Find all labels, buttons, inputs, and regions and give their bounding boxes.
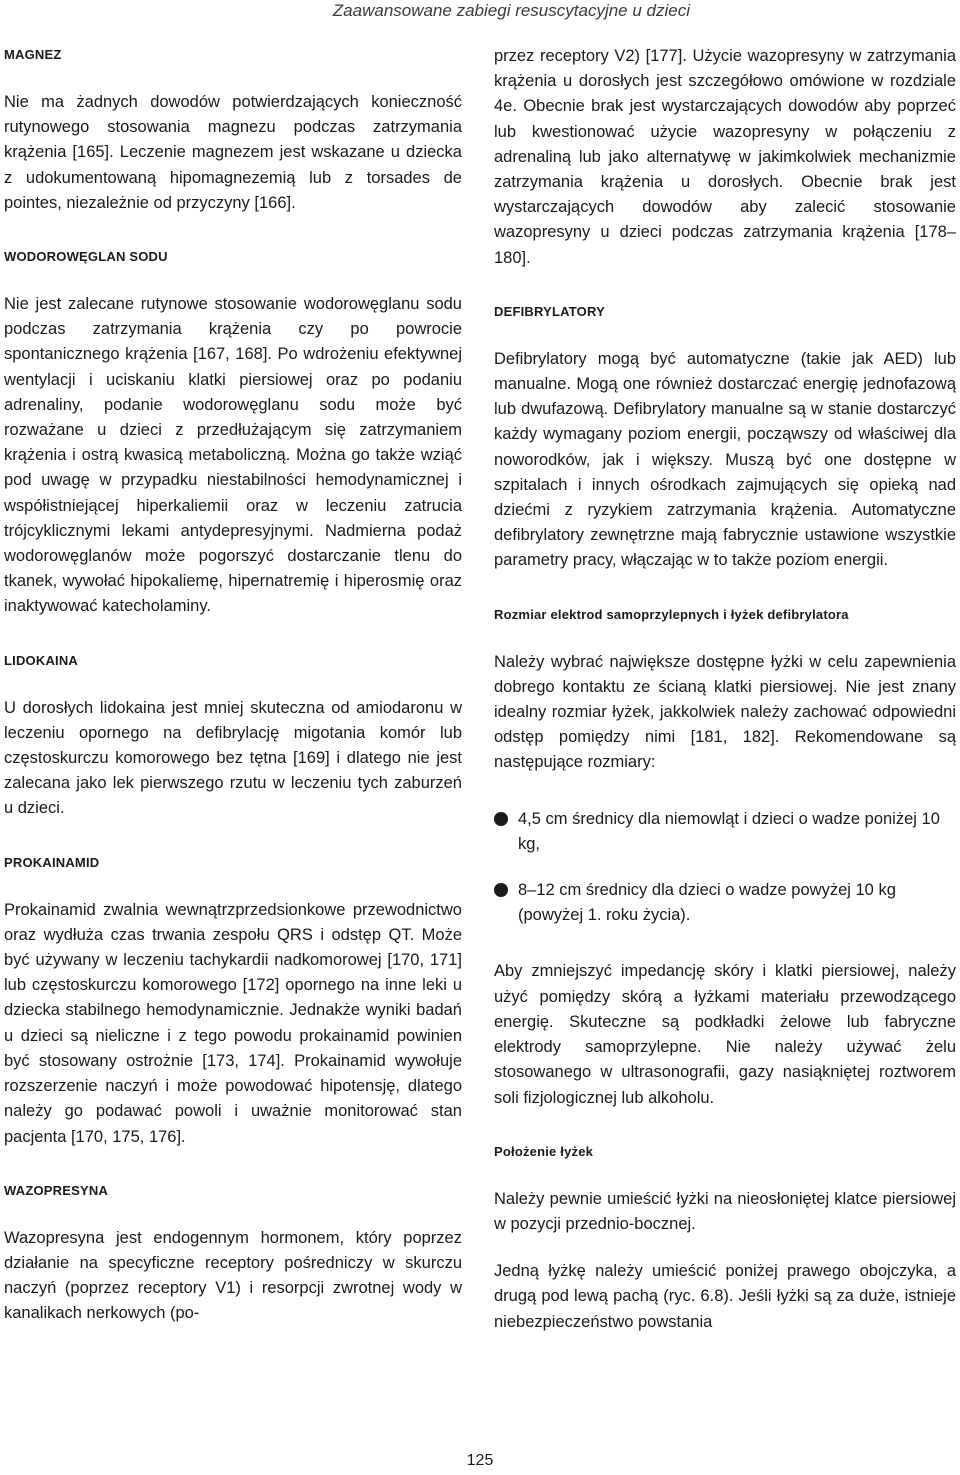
electrode-size-list: [494, 807, 956, 929]
paragraph-polozenie-1: Należy pewnie umieścić łyżki na nieosłoniętej klatce piersiowej w pozycji przednio-bocznej.: [494, 1189, 956, 1233]
paragraph-defibrylatory: Defibrylatory mogą być automatyczne (takie jak AED) lub manualne. Mogą one również dostarczać energię jednofazową lub dwufazową. Defibrylatory manualne są w stanie dostarczyć każdy wymagany poziom energii, począwszy od właściwej dla noworodków, jak i większy. Muszą być one dostępne w szpitalach i innych ośrodkach zajmujących się opieką nad dziećmi z ryzykiem zatrzymania krążenia. Automatyczne defibrylatory zewnętrzne mają fabrycznie ustawione wszystkie parametry pracy, włączając w to także poziom energii.: [494, 349, 956, 570]
paragraph-prokainamid: Prokainamid zwalnia wewnątrzprzedsionkowe przewodnictwo oraz wydłuża czas trwania zespołu QRS i odstęp QT. Może być używany w leczeniu tachykardii nadkomorowej [170, 171] lub częstoskurczu komorowego [172] opornego na inne leki u dziecka stabilnego hemodynamicznie. Jednakże wyniki badań u dzieci są nieliczne i z tego powodu prokainamid powinien być stosowany ostrożnie [173, 174]. Prokainamid wywołuje rozszerzenie naczyń i może powodować hipotensję, dlatego należy go podawać powoli i uważnie monitorować stan pacjenta [170, 175, 176].: [4, 900, 462, 1146]
list-item-text: 4,5 cm średnicy dla niemowląt i dzieci o wadze poniżej 10 kg,: [518, 809, 940, 853]
paragraph-wazopresyna-continued: przez receptory V2) [177]. Użycie wazopresyny w zatrzymania krążenia u dorosłych jest szczegółowo omówione w rozdziale 4e. Obecnie brak jest wystarczających dowodów aby poprzeć lub kwestionować użycie wazopresyny w połączeniu z adrenaliną lub jako alternatywę w jakimkolwiek mechanizmie zatrzymania krążenia u dorosłych. Obecnie brak jest wystarczających dowodów aby zalecić stosowanie wazopresyny u dzieci podczas zatrzymania krążenia [178–180].: [494, 47, 956, 267]
heading-wodoroweglan: WODOROWĘGLAN SODU: [4, 249, 168, 265]
paragraph-magnez: Nie ma żadnych dowodów potwierdzających konieczność rutynowego stosowania magnezu podczas zatrzymania krążenia [165]. Leczenie magnezem jest wskazane u dziecka z udokumentowaną hipomagnezemią lub z torsades de pointes, niezależnie od przyczyny [166].: [4, 93, 462, 212]
paragraph-impedancja: Aby zmniejszyć impedancję skóry i klatki piersiowej, należy użyć pomiędzy skórą a łyżkami materiału przewodzącego energię. Skuteczne są podkładki żelowe lub fabryczne elektrody samoprzylepne. Nie należy używać żelu stosowanego w ultrasonografii, gazy nasiąkniętej roztworem soli fizjologicznej lub alkoholu.: [494, 962, 956, 1107]
paragraph-lidokaina: U dorosłych lidokaina jest mniej skuteczna od amiodaronu w leczeniu opornego na defibrylację migotania komór lub częstoskurczu komorowego bez tętna [169] i dlatego nie jest zalecana jako lek pierwszego rzutu w leczeniu tych zaburzeń u dzieci.: [4, 698, 462, 818]
paragraph-wazopresyna: Wazopresyna jest endogennym hormonem, który poprzez działanie na specyficzne receptory pośredniczy w skurczu naczyń (poprzez receptory V1) i resorpcji zwrotnej wody w kanalikach nerkowych (po-: [4, 1228, 462, 1323]
list-item: [494, 878, 956, 928]
paragraph-rozmiar-elektrod: Należy wybrać największe dostępne łyżki w celu zapewnienia dobrego kontaktu ze ścianą klatki piersiowej. Nie jest znany idealny rozmiar łyżek, jakkolwiek należy zachować odpowiedni odstęp pomiędzy nimi [181, 182]. Rekomendowane są następujące rozmiary:: [494, 652, 956, 772]
bullet-icon: [494, 883, 508, 897]
heading-lidokaina: LIDOKAINA: [4, 652, 79, 668]
paragraph-polozenie-2: Jedną łyżkę należy umieścić poniżej prawego obojczyka, a drugą pod lewą pachą (ryc. 6.8). Jeśli łyżki są za duże, istnieje niebezpieczeństwo powstania: [494, 1262, 956, 1331]
list-item-text: 8–12 cm średnicy dla dzieci o wadze powyżej 10 kg (powyżej 1. roku życia).: [518, 881, 896, 925]
list-item: [494, 807, 956, 857]
right-column: [494, 44, 956, 1335]
heading-magnez: MAGNEZ: [4, 47, 62, 62]
heading-wazopresyna: WAZOPRESYNA: [4, 1182, 109, 1198]
bullet-icon: [494, 812, 508, 826]
left-column: [4, 45, 462, 1327]
heading-defibrylatory: DEFIBRYLATORY: [494, 303, 605, 319]
heading-polozenie-lyzek: Położenie łyżek: [494, 1143, 594, 1159]
heading-prokainamid: PROKAINAMID: [4, 854, 100, 870]
paragraph-wodoroweglan: Nie jest zalecane rutynowe stosowanie wodorowęglanu sodu podczas zatrzymania krążenia czy po powrocie spontanicznego krążenia [167, 168]. Po wdrożeniu efektywnej wentylacji i uciskaniu klatki piersiowej oraz po podaniu adrenaliny, podanie wodorowęglanu sodu może być rozważane u dzieci z przedłużającym się zatrzymaniem krążenia i ostrą kwasicą metaboliczną. Można go także wziąć pod uwagę w przypadku niestabilności hemodynamicznej i współistniejącej hiperkaliemii oraz w leczeniu zatrucia trójcyklicznymi lekami antydepresyjnymi. Nadmierna podaż wodorowęglanów może pogorszyć dostarczanie tlenu do tkanek, wywołać hipokaliemę, hipernatremię i hiperosmię oraz inaktywować katecholaminy.: [4, 295, 462, 616]
running-header: Zaawansowane zabiegi resuscytacyjne u dzieci: [332, 1, 690, 20]
page-number: 125: [466, 1452, 494, 1469]
heading-rozmiar-elektrod: Rozmiar elektrod samoprzylepnych i łyżek defibrylatora: [494, 606, 849, 622]
